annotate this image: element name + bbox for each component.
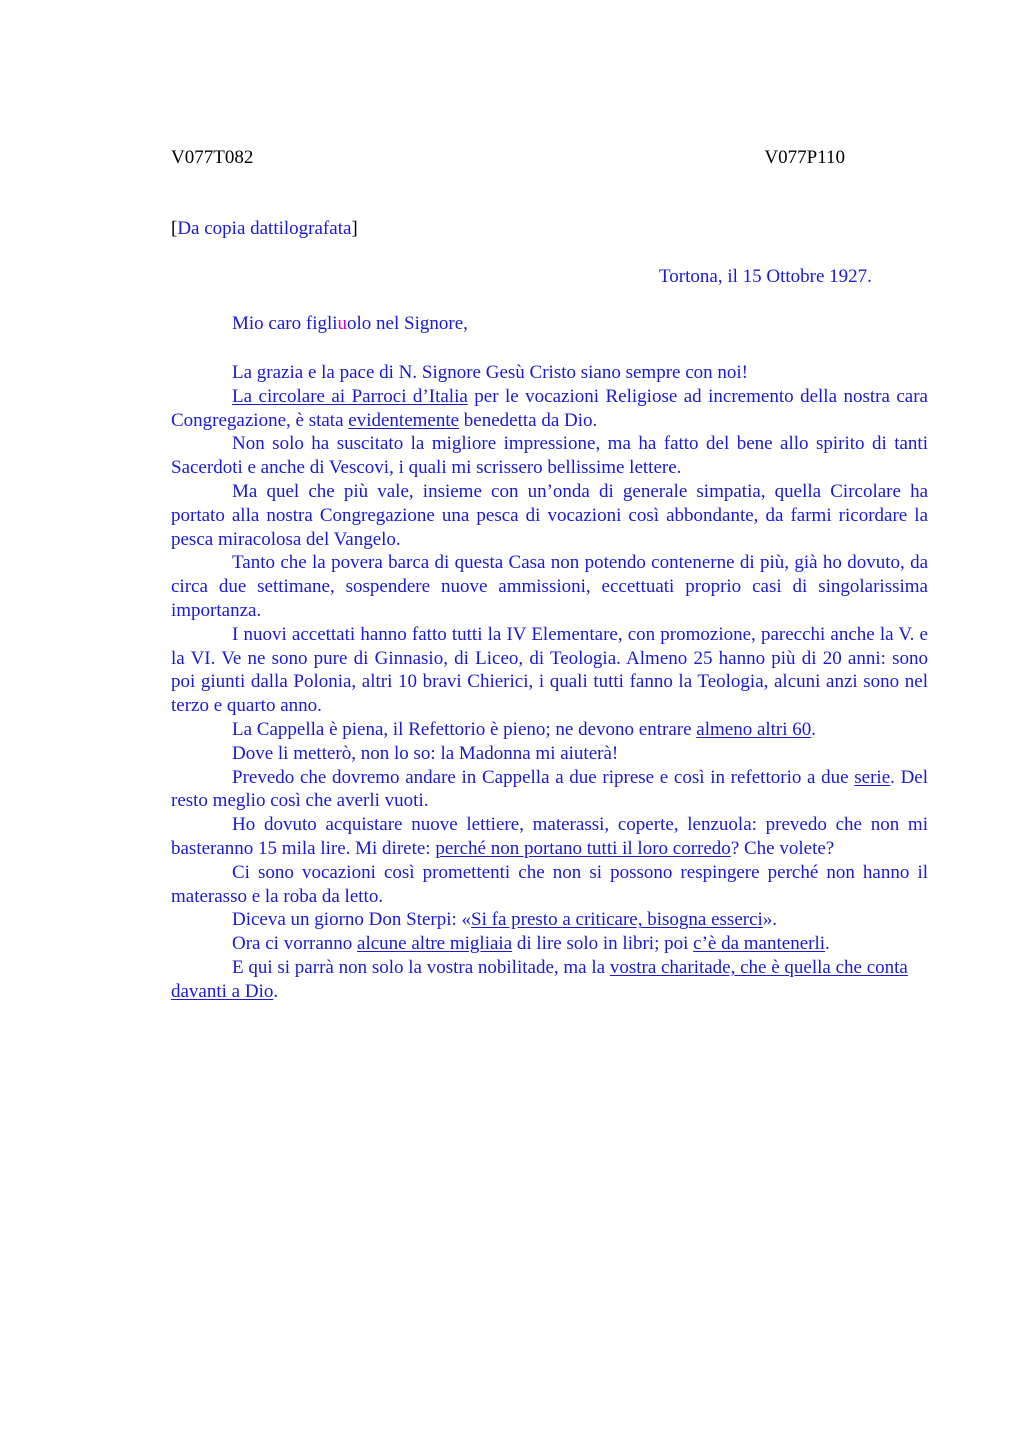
paragraph: Ora ci vorranno alcune altre migliaia di lire solo in libri; poi c’è da mantenerli. [232, 933, 830, 955]
paragraph: I nuovi accettati hanno fatto tutti la IV Elementare, con promozione, parecchi anche la V. e la VI. Ve ne sono pure di Ginnasio, di Liceo, di Teologia. Almeno 25 hanno più di 20 anni: sono poi giunti dalla Polonia, altri 10 bravi Chierici, i quali tutti fanno la Teologia, alcuni anzi sono nel terzo e quarto anno. [171, 623, 928, 717]
paragraph: Tanto che la povera barca di questa Casa non potendo contenerne di più, già ho dovuto, da circa due settimane, sospendere nuove ammissioni, eccettuati proprio casi di singolarissima importanza. [171, 552, 928, 621]
paragraph: E qui si parrà non solo la vostra nobilitade, ma la vostra charitade, che è quella che conta davanti a Dio. [171, 956, 908, 1002]
right-code: V077P110 [764, 147, 845, 168]
source-note: [Da copia dattilografata] [171, 218, 358, 239]
source-note-text: Da copia dattilografata [177, 218, 352, 239]
paragraph: Ma quel che più vale, insieme con un’onda di generale simpatia, quella Circolare ha portato alla nostra Congregazione una pesca di vocazioni così abbondante, da farmi ricordare la pesca miracolosa del Vangelo. [171, 480, 928, 550]
paragraph: La grazia e la pace di N. Signore Gesù Cristo siano sempre con noi! [232, 362, 749, 383]
greeting: Mio caro figliuolo nel Signore, [232, 313, 468, 334]
letter-body [171, 361, 928, 1004]
paragraph: Non solo ha suscitato la migliore impressione, ma ha fatto del bene allo spirito di tanti Sacerdoti e anche di Vescovi, i quali mi scrissero bellissime lettere. [171, 433, 928, 479]
paragraph: La Cappella è piena, il Refettorio è pieno; ne devono entrare almeno altri 60. [232, 718, 817, 740]
header-codes [171, 147, 845, 169]
paragraph: Ho dovuto acquistare nuove lettiere, materassi, coperte, lenzuola: prevedo che non mi basteranno 15 mila lire. Mi direte: perché non portano tutti il loro corredo? Che volete? [171, 814, 928, 859]
paragraph: Diceva un giorno Don Sterpi: «Si fa presto a criticare, bisogna esserci». [232, 909, 778, 931]
highlighted-letter: u [337, 313, 348, 334]
left-code: V077T082 [171, 147, 254, 168]
letter-date: Tortona, il 15 Ottobre 1927. [659, 266, 872, 287]
paragraph: Ci sono vocazioni così promettenti che non si possono respingere perché non hanno il materasso e la roba da letto. [171, 861, 928, 907]
paragraph: Dove li metterò, non lo so: la Madonna mi aiuterà! [232, 742, 619, 764]
paragraph: La circolare ai Parroci d’Italia per le vocazioni Religiose ad incremento della nostra cara Congregazione, è stata evidentemente benedetta da Dio. [171, 385, 928, 431]
paragraph: Prevedo che dovremo andare in Cappella a due riprese e così in refettorio a due serie. Del resto meglio così che averli vuoti. [171, 766, 929, 812]
